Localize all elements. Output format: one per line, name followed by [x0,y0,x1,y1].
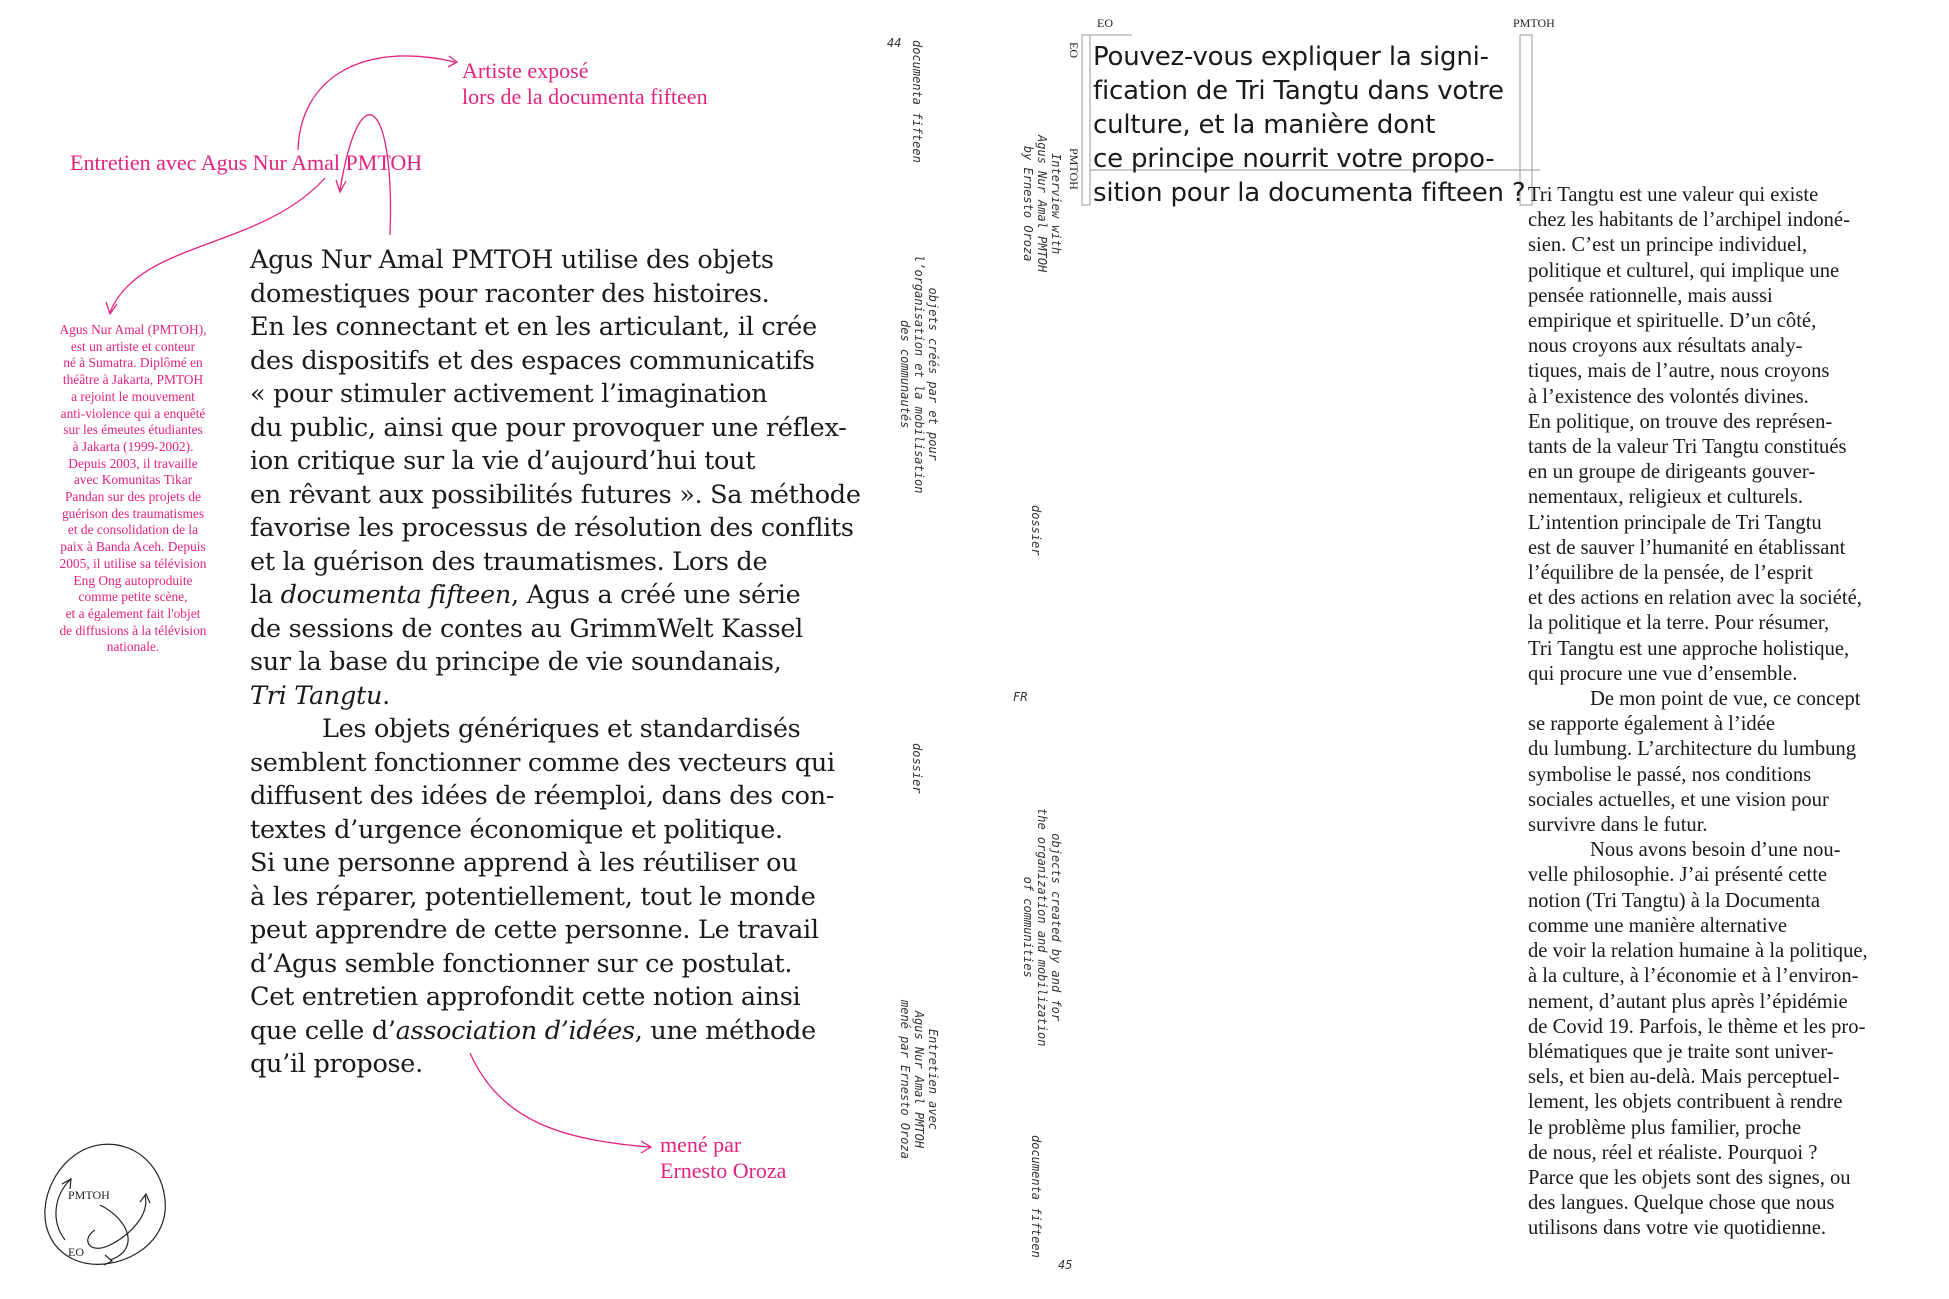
credit-fr-line: Agus Nur Amal PMTOH [912,1010,926,1149]
conducted-by-note [660,1132,786,1184]
para2-line [250,1015,890,1049]
artist-exposed-line2: lors de la documenta fifteen [462,84,708,109]
speaker-rotated-pmtoh: PMTOH [1067,148,1081,190]
tri-tangtu-italic: Tri Tangtu [250,680,383,711]
credit-en-line: Agus Nur Amal PMTOH [1035,135,1049,273]
bio-line: de diffusions à la télévision [59,622,207,638]
association-italic: association d’idées [395,1015,635,1046]
artist-exposed-line1: Artiste exposé [462,58,589,83]
intro-text-run: . [382,680,390,711]
intro-line: du public, ainsi que pour provoquer une réflex- [250,412,847,443]
question-line: Pouvez-vous expliquer la signi- [1093,42,1489,72]
para2-line: Cet entretien approfondit cette notion ainsi [250,982,801,1012]
para2-line: textes d’urgence économique et politique. [250,814,783,845]
answer-line: empirique et spirituelle. D’un côté, [1528,310,1817,333]
right-head-credit-en [1021,135,1063,272]
speaker-label-eo: EO [1097,16,1113,30]
answer-line: nous croyons aux résultats analy- [1528,335,1803,358]
eo-speaker-box [1082,35,1090,205]
intro-line: en rêvant aux possibilités futures ». Sa méthode [250,479,861,510]
answer-line: des langues. Quelque chose que nous [1528,1192,1835,1215]
intro-text-run: , Agus a créé une série [511,580,801,610]
bio-line: et a également fait l'objet [65,605,201,621]
answer-line: la politique et la terre. Pour résumer, [1528,612,1830,635]
answer-line: de Covid 19. Parfois, le thème et les pro- [1528,1015,1866,1038]
left-head-credit-fr [898,1000,940,1159]
bio-line: Pandan sur des projets de [64,489,202,505]
para2-line: d’Agus semble fonctionner sur ce postulat. [250,948,793,979]
bio-line: a rejoint le mouvement [71,388,195,404]
para2-line: semblent fonctionner comme des vecteurs qui [250,747,835,778]
question-line: culture, et la manière dont [1093,110,1436,140]
credit-fr-line: Entretien avec [926,1028,940,1131]
answer-line: du lumbung. L’architecture du lumbung [1528,738,1857,761]
answer-line: De mon point de vue, ce concept [1590,688,1861,711]
bio-line: Depuis 2003, il travaille [68,455,198,471]
answer-line: politique et culturel, qui implique une [1528,259,1840,282]
para2-line: Les objets génériques et standardisés [322,714,801,744]
answer-line: se rapporte également à l’idée [1528,713,1775,736]
bio-line: et de consolidation de la [67,522,199,538]
left-page-number: 44 [887,36,902,50]
answer-line: lement, les objets contribuent à rendre [1528,1091,1843,1114]
credit-en-line: Interview with [1049,153,1063,255]
right-head-lang: FR [1013,690,1028,704]
credit-en-line: by Ernesto Oroza [1021,145,1035,262]
title-fr-line: l’organisation et la mobilisation [912,255,926,494]
answer-line: utilisons dans votre vie quotidienne. [1528,1217,1826,1240]
title-en-line: the organization and mobilization [1035,808,1049,1047]
right-head-documenta: documenta fifteen [1029,1135,1043,1258]
intro-line: domestiques pour raconter des histoires. [250,278,770,309]
title-en-line: objects created by and for [1049,833,1063,1022]
right-page-number: 45 [1058,1258,1073,1272]
intro-text [250,244,890,1082]
para2-line: diffusent des idées de réemploi, dans des con- [250,781,835,811]
para2-line: à les réparer, potentiellement, tout le monde [250,881,816,912]
arrow-to-artist-note [298,56,455,150]
bio-line: né à Sumatra. Diplômé en [63,355,203,371]
intro-line: favorise les processus de résolution des conflits [250,513,854,543]
question-line: sition pour la documenta fifteen ? [1093,178,1526,208]
intro-line: « pour stimuler activement l’imagination [250,379,768,409]
answer-line: chez les habitants de l’archipel indoné- [1528,209,1850,232]
para2-text-run: que celle d’ [250,1015,396,1046]
answer-line: sociales actuelles, et une vision pour [1528,788,1829,811]
bio-line: Eng Ong autoproduite [73,572,193,588]
para2-text-run: , une méthode [634,1015,816,1046]
conducted-by-line1: mené par [660,1132,742,1157]
answer-line: notion (Tri Tangtu) à la Documenta [1528,889,1820,912]
right-head-dossier: dossier [1029,505,1043,556]
bio-line: est un artiste et conteur [70,338,196,354]
intro-line [250,579,890,613]
bio-line: guérison des traumatismes [61,505,205,521]
pmtoh-eo-diagram [45,1144,165,1265]
answer-line: comme une manière alternative [1528,914,1788,937]
intro-line [250,680,890,714]
credit-fr-line: mené par Ernesto Oroza [898,1000,912,1159]
intro-line: ion critique sur la vie d’aujourd’hui tout [250,446,756,476]
intro-line: de sessions de contes au GrimmWelt Kassel [250,613,804,644]
answer-line: qui procure une vue d’ensemble. [1528,662,1798,685]
answer-line: Tri Tangtu est une valeur qui existe [1528,184,1819,206]
documenta-italic: documenta fifteen [280,580,511,610]
interview-question [1093,40,1538,210]
answer-line: tants de la valeur Tri Tangtu constitués [1528,436,1847,459]
bio-line: sur les émeutes étudiantes [63,422,203,438]
artist-bio [38,322,228,656]
answer-line: symbolise le passé, nos conditions [1528,763,1812,786]
answer-line: pensée rationnelle, mais aussi [1528,284,1773,307]
intro-text-run: la [250,580,281,610]
question-line: fication de Tri Tangtu dans votre [1093,76,1504,106]
intro-line: En les connectant et en les articulant, il crée [250,312,817,342]
answer-line: à la culture, à l’économie et à l’environ- [1528,965,1859,988]
answer-line: survivre dans le futur. [1528,814,1708,837]
answer-line: nement, d’autant plus après l’épidémie [1528,990,1848,1013]
answer-line: est de sauver l’humanité en établissant [1528,536,1846,559]
answer-line: et des actions en relation avec la société, [1528,587,1862,610]
answer-line: Parce que les objets sont des signes, ou [1528,1166,1851,1189]
answer-line: En politique, on trouve des représen- [1528,410,1833,433]
left-head-documenta: documenta fifteen [910,40,924,163]
bio-line: à Jakarta (1999-2002). [72,438,194,454]
intro-line: Agus Nur Amal PMTOH utilise des objets [250,245,774,275]
answer-line: sien. C’est un principe individuel, [1528,234,1808,257]
answer-line: Tri Tangtu est une approche holistique, [1528,637,1850,660]
answer-line: L’intention principale de Tri Tangtu [1528,511,1822,534]
left-head-title-fr [898,255,940,493]
bio-line: paix à Banda Aceh. Depuis [60,539,206,555]
answer-line: de voir la relation humaine à la politique, [1528,940,1868,963]
conducted-by-line2: Ernesto Oroza [660,1158,787,1183]
right-head-title-en [1021,808,1063,1046]
answer-line: à l’existence des volontés divines. [1528,385,1809,408]
title-fr-line: des communautés [898,320,912,429]
para2-line: peut apprendre de cette personne. Le travail [250,915,819,945]
title-fr-line: objets créés par et pour [926,287,940,461]
intro-line: et la guérison des traumatismes. Lors de [250,546,768,577]
speaker-rotated-eo: EO [1067,42,1081,58]
answer-line: tiques, mais de l’autre, nous croyons [1528,360,1830,383]
answer-line: de nous, réel et réaliste. Pourquoi ? [1528,1141,1818,1164]
speaker-label-pmtoh: PMTOH [1513,16,1555,30]
para2-line: Si une personne apprend à les réutiliser ou [250,848,798,878]
bio-line: Agus Nur Amal (PMTOH), [59,322,207,337]
diagram-label-eo: EO [68,1245,84,1259]
question-line: ce principe nourrit votre propo- [1093,144,1495,174]
title-en-line: of communities [1021,876,1035,978]
bio-line: avec Komunitas Tikar [73,472,193,488]
bio-line: 2005, il utilise sa télévision [59,555,207,571]
answer-line: en un groupe de dirigeants gouver- [1528,461,1816,484]
interview-answer [1528,183,1938,1242]
bio-line: nationale. [106,639,160,655]
answer-line: blématiques que je traite sont univer- [1528,1040,1834,1063]
interview-with-note: Entretien avec Agus Nur Amal PMTOH [70,150,423,175]
left-head-dossier: dossier [910,743,924,794]
intro-line: sur la base du principe de vie soundanais, [250,647,782,677]
bio-line: comme petite scène, [78,589,188,605]
intro-line: des dispositifs et des espaces communicatifs [250,345,815,376]
bio-line: anti-violence qui a enquêté [60,405,206,421]
answer-line: velle philosophie. J’ai présenté cette [1528,864,1828,887]
answer-line: sels, et bien au-delà. Mais perceptuel- [1528,1066,1840,1089]
bio-line: théâtre à Jakarta, PMTOH [62,372,204,388]
para2-line: qu’il propose. [250,1049,423,1079]
artist-exposed-note [462,58,708,110]
answer-line: nementaux, religieux et culturels. [1528,486,1804,509]
answer-line: Nous avons besoin d’une nou- [1590,839,1841,862]
answer-line: le problème plus familier, proche [1528,1116,1802,1139]
diagram-label-pmtoh: PMTOH [68,1188,110,1202]
answer-line: l’équilibre de la pensée, de l’esprit [1528,562,1813,585]
